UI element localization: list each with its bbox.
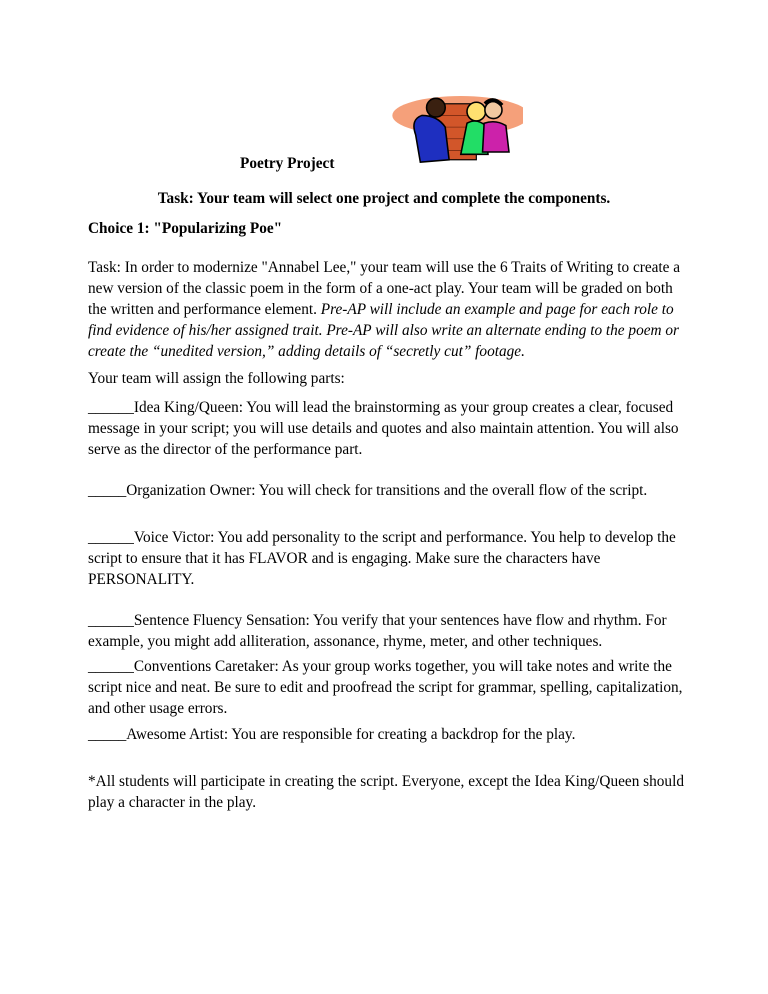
task-text: Task: In order to modernize "Annabel Lee," your team will use the 6 Traits of Writing to create a new version of the classic poem in the form of a one-act play. Your team will be graded on both the written and performance element. [88,259,681,318]
role-awesome-artist: _____Awesome Artist: You are responsible for creating a backdrop for the play. [88,726,576,743]
task-paragraph [88,257,694,362]
pre-ap-text: Pre-AP will include an example and page for each role to find evidence of his/her assigned trait. Pre-AP will also write an alternate ending to the poem or create the “unedited version,” adding details of “secretly cut” footage. [88,301,679,360]
assign-intro: Your team will assign the following parts: [88,370,345,387]
role-conventions-caretaker: ______Conventions Caretaker: As your group works together, you will take notes and write the script nice and neat. Be sure to edit and proofread the script for grammar, spelling, capitalization, and other usage errors. [88,658,683,717]
role-voice-victor: ______Voice Victor: You add personality to the script and performance. You help to develop the script to ensure that it has FLAVOR and is engaging. Make sure the characters have PERSONALITY. [88,529,676,588]
task-heading: Task: Your team will select one project and complete the components. [157,190,611,207]
role-idea-king: ______Idea King/Queen: You will lead the brainstorming as your group creates a clear, focused message in your script; you will use details and quotes and also maintain attention. You will also serve as the director of the performance part. [88,399,679,458]
role-sentence-fluency: ______Sentence Fluency Sensation: You verify that your sentences have flow and rhythm. For example, you might add alliteration, assonance, rhyme, meter, and other techniques. [88,612,667,650]
participation-note: *All students will participate in creating the script. Everyone, except the Idea King/Queen should play a character in the play. [88,773,684,811]
role-organization-owner: _____Organization Owner: You will check for transitions and the overall flow of the script. [88,482,648,499]
page-title: Poetry Project [240,155,335,172]
choice-heading: Choice 1: "Popularizing Poe" [88,220,283,237]
